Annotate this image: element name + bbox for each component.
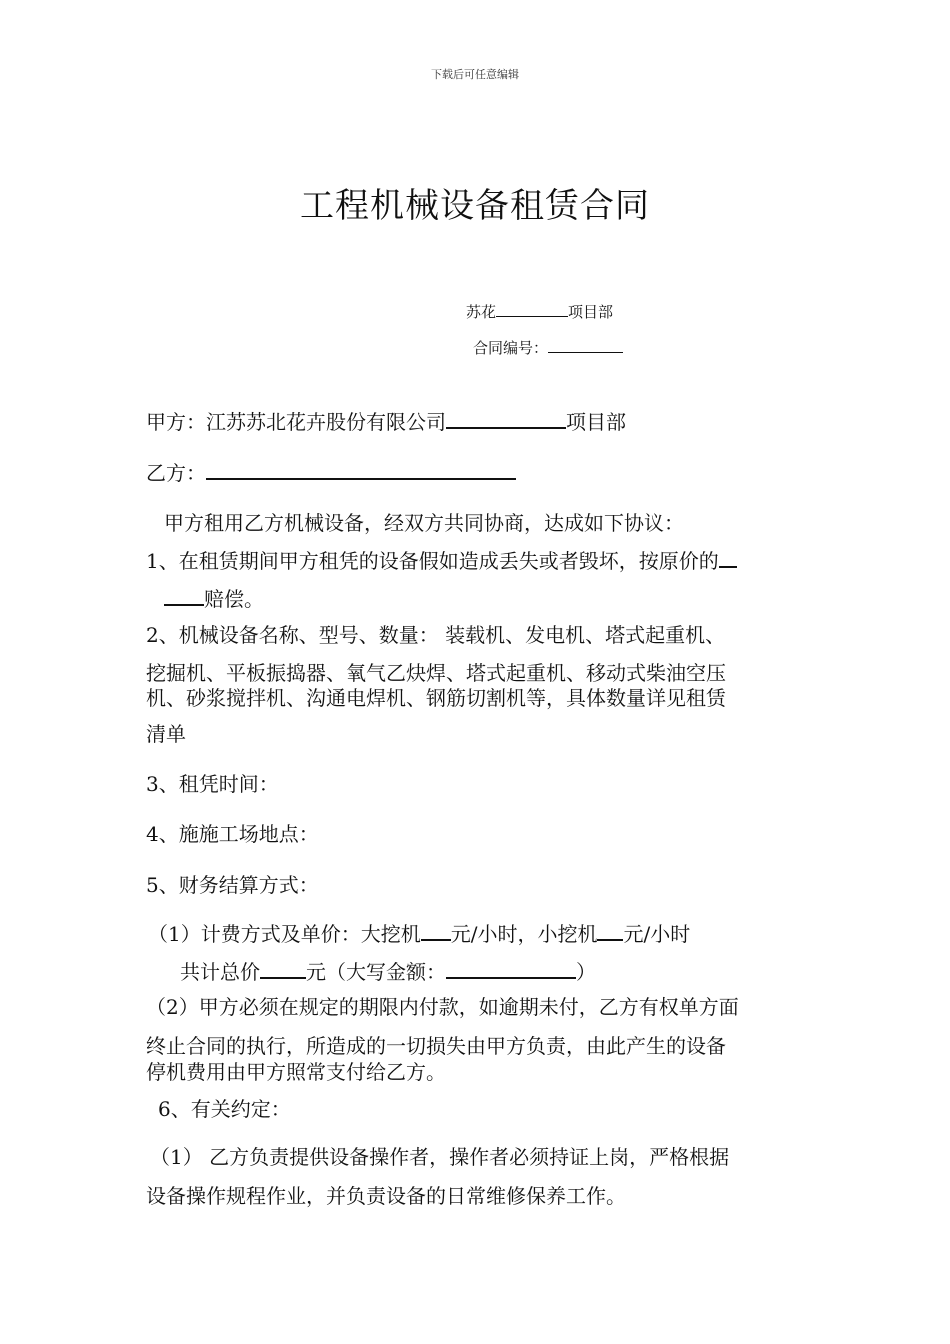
party-a-project-blank[interactable] [446, 407, 566, 429]
clause-1-blank-start[interactable] [719, 546, 737, 568]
page-header: 下载后可任意编辑 [431, 68, 519, 81]
clause-4: 4、施施工场地点： [146, 822, 319, 846]
clause-1-text: 1、在租赁期间甲方租凭的设备假如造成丢失或者毁坏，按原价的 [146, 549, 719, 573]
clause-2-line-3: 机、砂浆搅拌机、沟通电焊机、钢筋切割机等，具体数量详见租赁 [146, 686, 726, 710]
party-a-company: 江苏苏北花卉股份有限公司 [206, 410, 446, 434]
agreement-line-1: （1） 乙方负责提供设备操作者，操作者必须持证上岗，严格根据 [150, 1145, 730, 1169]
project-name-blank[interactable] [496, 301, 568, 317]
pricing-part-3: 元/小时 [623, 922, 691, 946]
large-excavator-rate-blank[interactable] [421, 919, 451, 941]
total-part-1: 共计总价 [180, 960, 260, 984]
clause-2-line-2: 挖掘机、平板振捣器、氧气乙炔焊、塔式起重机、移动式柴油空压 [146, 661, 726, 685]
party-a-line [146, 406, 626, 435]
clause-1-blank-end[interactable] [164, 584, 204, 606]
clause-1-line-1 [146, 545, 737, 574]
party-a-label: 甲方： [146, 410, 206, 434]
payment-line-2: 终止合同的执行，所造成的一切损失由甲方负责，由此产生的设备 [146, 1034, 726, 1058]
clause-6: 6、有关约定： [158, 1097, 291, 1121]
party-b-blank[interactable] [206, 458, 516, 480]
document-title: 工程机械设备租赁合同 [300, 186, 650, 226]
pricing-part-2: 元/小时，小挖机 [450, 922, 598, 946]
party-a-suffix: 项目部 [566, 410, 626, 434]
total-part-2: 元（大写金额： [306, 960, 446, 984]
pricing-line [148, 918, 690, 947]
contract-number-blank[interactable] [548, 337, 623, 353]
clause-3: 3、租凭时间： [146, 772, 279, 796]
small-excavator-rate-blank[interactable] [597, 919, 623, 941]
project-suffix: 项目部 [568, 303, 614, 321]
contract-number-label: 合同编号： [473, 339, 549, 357]
total-part-3: ） [576, 960, 596, 984]
clause-1-cont: 赔偿。 [204, 587, 264, 611]
party-b-label: 乙方： [146, 461, 206, 485]
project-line [466, 301, 613, 322]
clause-2-line-4: 清单 [146, 722, 186, 746]
agreement-line-2: 设备操作规程作业，并负责设备的日常维修保养工作。 [146, 1184, 626, 1208]
total-price-line [180, 956, 596, 985]
clause-5: 5、财务结算方式： [146, 873, 319, 897]
intro-paragraph: 甲方租用乙方机械设备，经双方共同协商，达成如下协议： [164, 511, 684, 535]
clause-1-line-2 [164, 583, 264, 612]
payment-line-3: 停机费用由甲方照常支付给乙方。 [146, 1060, 446, 1084]
total-price-blank[interactable] [260, 957, 306, 979]
project-prefix: 苏花 [466, 303, 497, 321]
payment-line-1: （2）甲方必须在规定的期限内付款，如逾期未付，乙方有权单方面 [146, 995, 739, 1019]
total-amount-words-blank[interactable] [446, 957, 576, 979]
clause-2-line-1: 2、机械设备名称、型号、数量： 装载机、发电机、塔式起重机、 [146, 623, 726, 647]
contract-number-line [473, 337, 623, 358]
pricing-part-1: （1）计费方式及单价：大挖机 [148, 922, 421, 946]
party-b-line [146, 457, 516, 486]
